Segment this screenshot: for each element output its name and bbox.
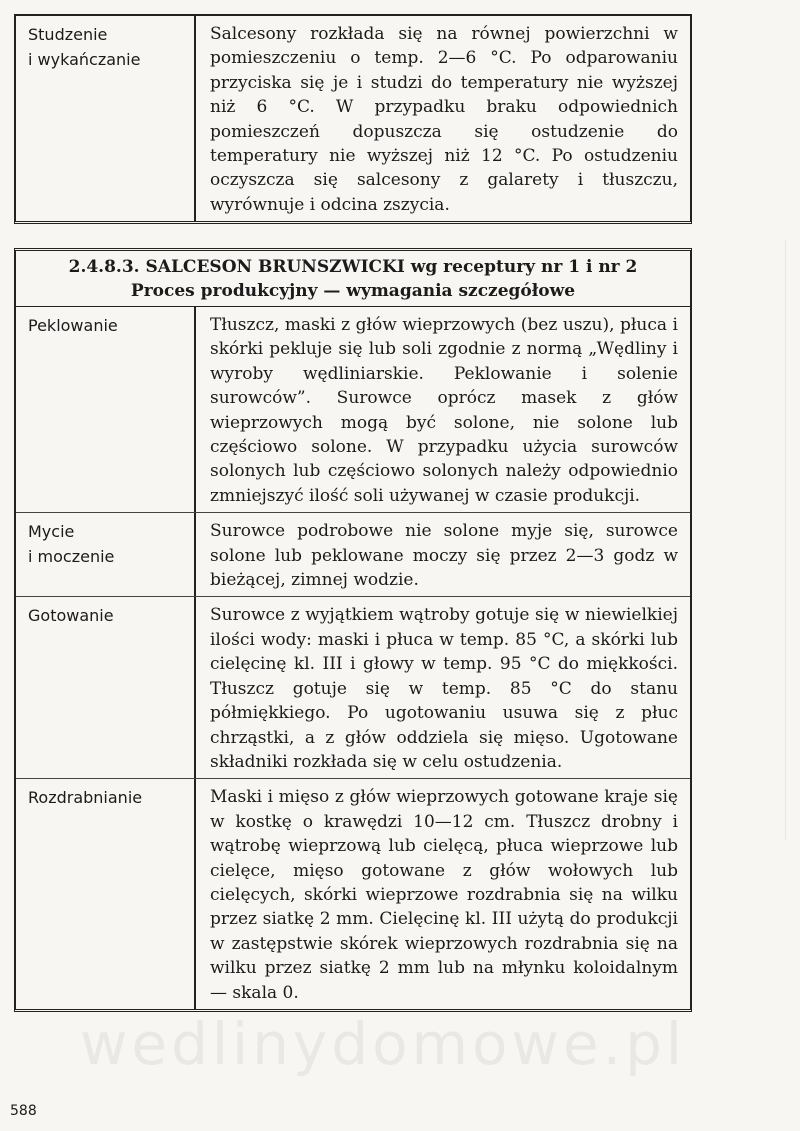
row-label: Rozdrabnianie <box>16 779 196 1009</box>
row-text: Surowce podrobowe nie solone myje się, surowce solone lub peklowane moczy się przez 2—3 godz w bieżącej, zimnej wodzie. <box>210 521 678 591</box>
table-header <box>16 251 690 307</box>
row-text: Salcesony rozkłada się na równej powierzchni w pomieszczeniu o temp. 2—6 °C. Po odparowaniu przyciska się je i studzi do temperatury nie wyższej niż 6 °C. W przypadku braku odpowiednich pomieszczeń dopuszcza się ostudzenie do temperatury nie wyższej niż 12 °C. Po ostudzeniu oczyszcza się salcesony z galarety i tłuszczu, wyrównuje i odcina zszycia. <box>210 24 678 215</box>
table-salceson-brunszwicki <box>14 248 692 1012</box>
watermark: wedlinydomowe.pl <box>80 1010 687 1078</box>
row-label: Mycie i moczenie <box>16 513 196 596</box>
table-title: 2.4.8.3. SALCESON BRUNSZWICKI wg receptury nr 1 i nr 2 <box>68 257 638 277</box>
table-subtitle: Proces produkcyjny — wymagania szczegółowe <box>130 281 576 301</box>
row-label: Gotowanie <box>16 597 196 778</box>
table-row <box>16 596 690 778</box>
table-row <box>16 778 690 1009</box>
row-text: Surowce z wyjątkiem wątroby gotuje się w niewielkiej ilości wody: maski i płuca w temp. 85 °C, a skórki lub cielęcinę kl. III i głowy w temp. 95 °C do miękkości. Tłuszcz gotuje się w temp. 85 °C do stanu półmiękkiego. Po ugotowaniu usuwa się z płuc chrząstki, a z głów oddziela się mięso. Ugotowane składniki rozkłada się w celu ostudzenia. <box>210 605 678 772</box>
row-label: Peklowanie <box>16 307 196 512</box>
row-text: Maski i mięso z głów wieprzowych gotowane kraje się w kostkę o krawędzi 10—12 cm. Tłuszcz drobny i wątrobę wieprzową lub cielęcą, płuca wieprzowe lub cielęce, mięso gotowane z głów wołowych lub cielęcych, skórki wieprzowe rozdrabnia się na wilku przez siatkę 2 mm. Cielęcinę kl. III użytą do produkcji w zastępstwie skórek wieprzowych rozdrabnia się na wilku przez siatkę 2 mm lub na młynku koloidalnym — skala 0. <box>210 787 678 1003</box>
table-cooling <box>14 14 692 224</box>
row-text: Tłuszcz, maski z głów wieprzowych (bez uszu), płuca i skórki peklujе się lub soli zgodnie z normą „Wędliny i wyroby wędliniarskie. Peklowanie i solenie surowców”. Surowce oprócz masek z głów wieprzowych mogą być solone, nie solone lub częściowo solone. W przypadku użycia surowców solonych lub częściowo solonych należy odpowiednio zmniejszyć ilość soli używanej w czasie produkcji. <box>210 315 678 506</box>
table-row <box>16 307 690 512</box>
table-row <box>16 16 690 221</box>
row-label: Studzenie i wykańczanie <box>16 16 196 221</box>
page-number: 588 <box>10 1103 37 1119</box>
table-row <box>16 512 690 596</box>
page-edge-shadow <box>785 240 786 840</box>
